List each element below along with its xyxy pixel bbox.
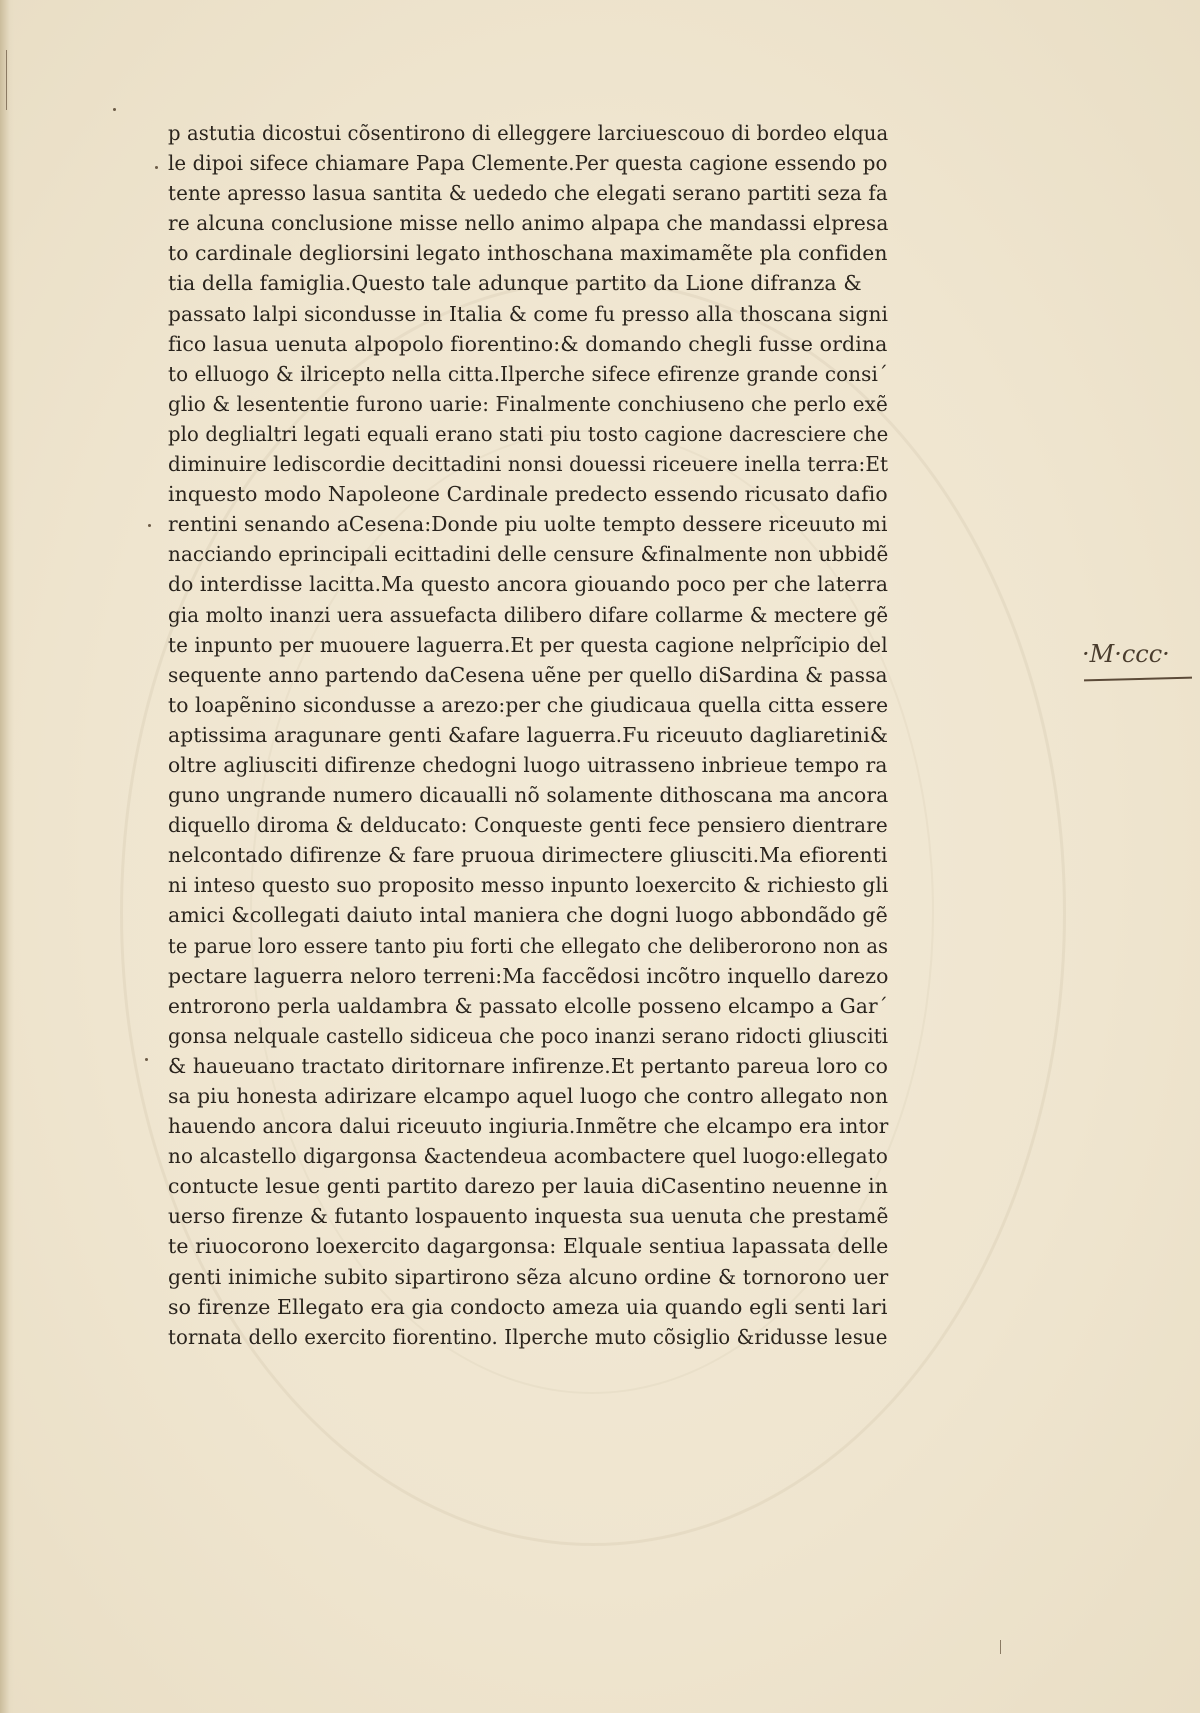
text-line: amici &collegati daiuto intal maniera che dogni luogo abbondãdo gẽ: [168, 903, 888, 928]
text-line: inquesto modo Napoleone Cardinale predecto essendo ricusato dafio: [168, 482, 888, 507]
text-line: tornata dello exercito fiorentino. Ilperche muto cõsiglio &ridusse lesue: [168, 1324, 888, 1349]
text-line: to elluogo & ilricepto nella citta.Ilperche sifece efirenze grande consi´: [168, 361, 888, 386]
body-text: [168, 118, 908, 1352]
text-line: te parue loro essere tanto piu forti che ellegato che deliberorono non as: [168, 933, 889, 958]
text-line: to cardinale degliorsini legato inthoschana maximamẽte pla confiden: [168, 241, 888, 266]
text-line: sa piu honesta adirizare elcampo aquel luogo che contro allegato non: [168, 1084, 889, 1108]
text-line: contucte lesue genti partito darezo per lauia diCasentino neuenne in: [168, 1174, 889, 1199]
edge-mark: [1000, 1640, 1001, 1654]
text-line: p astutia dicostui cõsentirono di elleggere larciuescouo di bordeo elqua: [168, 121, 889, 145]
text-line: sequente anno partendo daCesena uẽne per quello diSardina & passa: [168, 662, 888, 687]
text-line: nacciando eprincipali ecittadini delle censure &finalmente non ubbidẽ: [168, 542, 889, 567]
text-line: hauendo ancora dalui riceuuto ingiuria.Inmẽtre che elcampo era intor: [168, 1114, 889, 1139]
text-line: fico lasua uenuta alpopolo fiorentino:& domando chegli fusse ordina: [168, 331, 888, 356]
text-line: entrorono perla ualdambra & passato elcolle posseno elcampo a Gar´: [168, 993, 888, 1018]
text-line: oltre agliusciti difirenze chedogni luogo uitrasseno inbrieue tempo ra: [168, 752, 888, 777]
text-line: re alcuna conclusione misse nello animo alpapa che mandassi elpresa: [168, 211, 889, 236]
text-line: genti inimiche subito sipartirono sẽza alcuno ordine & tornorono uer: [168, 1264, 889, 1289]
text-line: le dipoi sifece chiamare Papa Clemente.Per questa cagione essendo po: [168, 151, 888, 176]
text-line: tente apresso lasua santita & uededo che elegati serano partiti seza fa: [168, 181, 888, 206]
text-line: passato lalpi sicondusse in Italia & come fu presso alla thoscana signi: [168, 301, 889, 326]
text-line: do interdisse lacitta.Ma questo ancora giouando poco per che laterra: [168, 572, 889, 597]
ink-mark: [155, 166, 158, 169]
text-line: glio & lesententie furono uarie: Finalmente conchiuseno che perlo exẽ: [168, 391, 888, 416]
text-line: te inpunto per muouere laguerra.Et per questa cagione nelprĩcipio del: [168, 632, 888, 657]
text-line: plo deglialtri legati equali erano stati piu tosto cagione dacresciere che: [168, 421, 889, 446]
text-line: no alcastello digargonsa &actendeua acombactere quel luogo:ellegato: [168, 1144, 889, 1169]
ink-mark: [148, 524, 151, 527]
text-line: guno ungrande numero dicaualli nõ solamente dithoscana ma ancora: [168, 783, 889, 808]
text-line: & haueuano tractato diritornare infirenze.Et pertanto pareua loro co: [168, 1053, 889, 1078]
edge-mark: [6, 50, 7, 110]
text-line: aptissima aragunare genti &afare laguerra.Fu riceuuto dagliaretini&: [168, 722, 889, 747]
text-line: diquello diroma & delducato: Conqueste genti fece pensiero dientrare: [168, 813, 888, 838]
text-line: gia molto inanzi uera assuefacta dilibero difare collarme & mectere gẽ: [168, 602, 889, 627]
margin-annotation: ·M·ccc·: [1082, 640, 1170, 668]
text-line: pectare laguerra neloro terreni:Ma faccẽdosi incõtro inquello darezo: [168, 963, 889, 988]
text-line: te riuocorono loexercito dagargonsa: Elquale sentiua lapassata delle: [168, 1234, 889, 1259]
text-line: so firenze Ellegato era gia condocto ameza uia quando egli senti lari: [168, 1294, 888, 1319]
ink-mark: [145, 1058, 148, 1061]
text-line: ni inteso questo suo proposito messo inpunto loexercito & richiesto gli: [168, 873, 889, 898]
text-line: to loapẽnino sicondusse a arezo:per che giudicaua quella citta essere: [168, 692, 889, 717]
ink-mark: [113, 108, 116, 111]
binding-edge: [0, 0, 14, 1713]
text-line: rentini senando aCesena:Donde piu uolte tempto dessere riceuuto mi: [168, 512, 888, 537]
text-line: tia della famiglia.Questo tale adunque partito da Lione difranza &: [168, 271, 862, 296]
margin-annotation-rule: [1084, 677, 1192, 682]
text-line: nelcontado difirenze & fare pruoua dirimectere gliusciti.Ma efiorenti: [168, 843, 888, 868]
text-line: gonsa nelquale castello sidiceua che poco inanzi serano ridocti gliusciti: [168, 1023, 889, 1048]
text-line: diminuire ledisсordie decittadini nonsi douessi riceuere inella terra:Et: [168, 452, 889, 477]
text-line: uerso firenze & futanto lospauento inquesta sua uenuta che prestamẽ: [168, 1204, 889, 1229]
